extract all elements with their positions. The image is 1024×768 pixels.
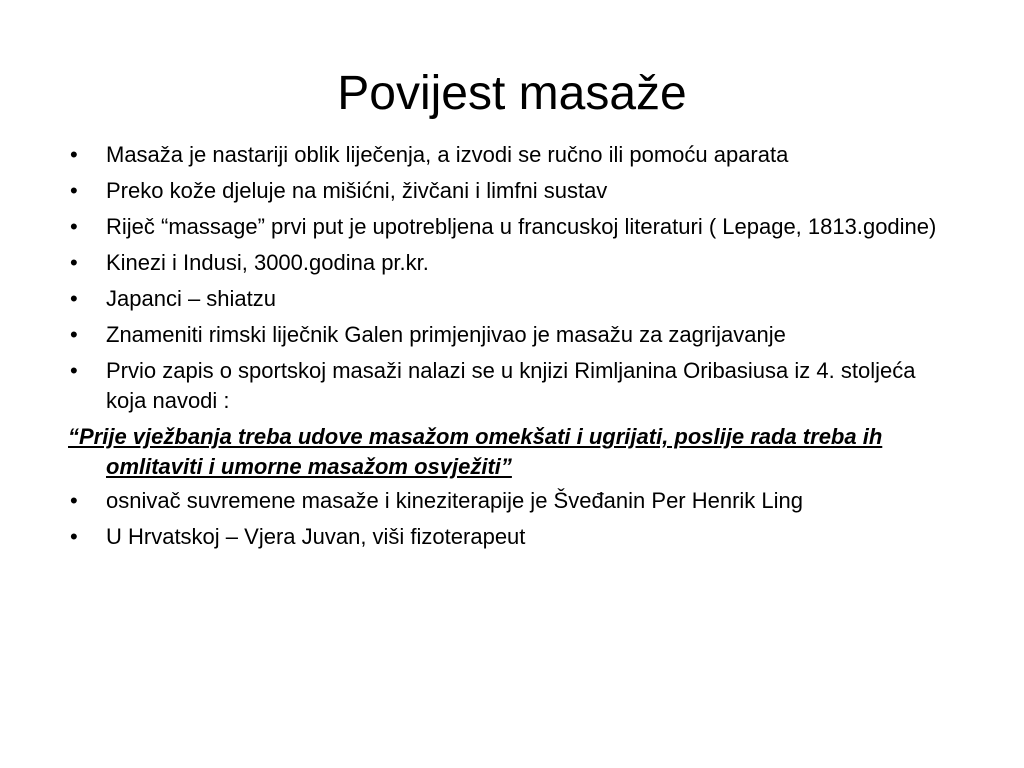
bullet-item: • osnivač suvremene masaže i kineziterapije je Šveđanin Per Henrik Ling <box>68 486 948 516</box>
bullet-item: • Preko kože djeluje na mišićni, živčani i limfni sustav <box>68 176 948 206</box>
bullet-item: • Prvio zapis o sportskoj masaži nalazi se u knjizi Rimljanina Oribasiusa iz 4. stoljeća koja navodi : <box>68 356 948 416</box>
bullet-item: • Riječ “massage” prvi put je upotrebljena u francuskoj literaturi ( Lepage, 1813.godine) <box>68 212 948 242</box>
quote-item: “Prije vježbanja treba udove masažom omekšati i ugrijati, poslije rada treba ih omlitaviti i umorne masažom osvježiti” <box>68 424 883 479</box>
bullet-item: • U Hrvatskoj – Vjera Juvan, viši fizoterapeut <box>68 522 948 552</box>
bullet-item: • Kinezi i Indusi, 3000.godina pr.kr. <box>68 248 948 278</box>
slide-title: Povijest masaže <box>337 67 687 120</box>
bullet-item: • Znameniti rimski liječnik Galen primjenjivao je masažu za zagrijavanje <box>68 320 948 350</box>
bullet-item: • Japanci – shiatzu <box>68 284 948 314</box>
slide-content-list <box>68 140 948 558</box>
bullet-item: • Masaža je nastariji oblik liječenja, a izvodi se ručno ili pomoću aparata <box>68 140 948 170</box>
